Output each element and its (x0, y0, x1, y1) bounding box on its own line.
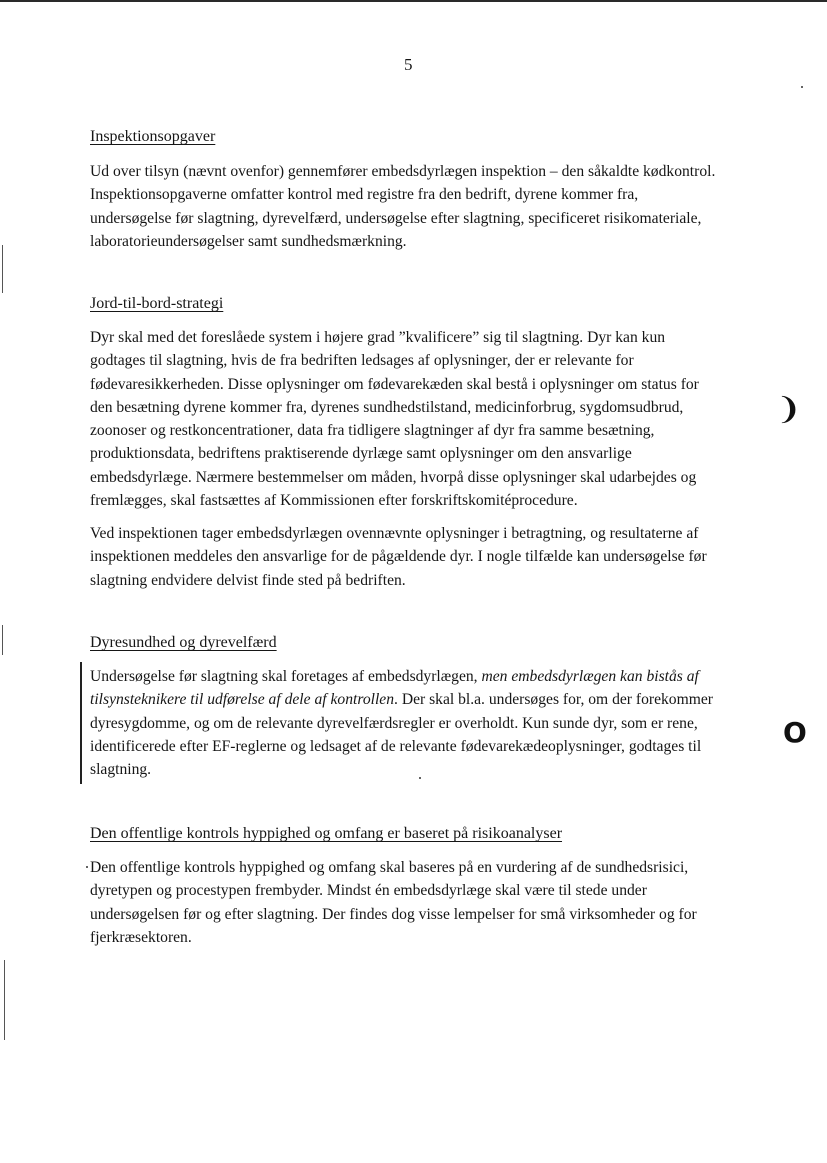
section-paragraph: Dyr skal med det foreslåede system i højere grad ”kvalificere” sig til slagtning. Dyr kan kun godtages til slagtning, hvis de fra bedriften ledsages af oplysninger, der er relevante for fødevaresikkerheden. Disse oplysninger om fødevarekæden skal bestå i oplysninger om status for den besætning dyrene kommer fra, dyrenes sundhedstilstand, medicinforbrug, sygdomsudbrud, zoonoser og restkoncentrationer, data fra tidligere slagtninger af dyr fra samme besætning, produktionsdata, bedriftens praktiserende dyrlæge samt oplysninger om den ansvarlige embedsdyrlæge. Nærmere bestemmelser om måden, hvorpå disse oplysninger skal udarbejdes og fremlægges, skal fastsættes af Kommissionen efter forskriftskomitéprocedure. (90, 329, 699, 510)
revision-margin-bar (80, 662, 82, 784)
section-heading-risikoanalyser: Den offentlige kontrols hyppighed og omfang er baseret på risikoanalyser (90, 825, 563, 842)
scan-speck (419, 777, 421, 779)
page-number: 5 (404, 55, 413, 74)
scan-speck (801, 86, 803, 88)
section-paragraph: Den offentlige kontrols hyppighed og omfang skal baseres på en vurdering af de sundhedsrisici, dyretypen og procestypen frembyder. Mindst én embedsdyrlæge skal være til stede under undersøgelsen før og efter slagtning. Der findes dog visse lempelser for små virksomheder og for fjerkræsektoren. (90, 859, 697, 946)
paragraph-italic-text: men embedsdyrlægen kan bistås af tilsynsteknikere til udførelse af dele af kontrollen (90, 668, 699, 709)
section-paragraph-mixed (90, 665, 722, 781)
section-heading-jord-til-bord: Jord-til-bord-strategi (90, 295, 224, 312)
section-heading-dyresundhed: Dyresundhed og dyrevelfærd (90, 634, 277, 651)
scan-edge-mark (2, 245, 3, 293)
scan-speck (86, 866, 88, 868)
section-paragraph: Ud over tilsyn (nævnt ovenfor) gennemfører embedsdyrlægen inspektion – den såkaldte kødkontrol. Inspektionsopgaverne omfatter kontrol med registre fra den bedrift, dyrene kommer fra, undersøgelse før slagtning, dyrevelfærd, undersøgelse efter slagtning, specificeret risikomateriale, laboratorieundersøgelser samt sundhedsmærkning. (90, 163, 716, 250)
margin-punch-mark-icon: ❩ (776, 392, 802, 427)
margin-hole-mark-icon: O (783, 716, 807, 749)
section-heading-inspektionsopgaver: Inspektionsopgaver (90, 128, 216, 145)
section-paragraph: Ved inspektionen tager embedsdyrlægen ovennævnte oplysninger i betragtning, og resultaterne af inspektionen meddeles den ansvarlige for de pågældende dyr. I nogle tilfælde kan undersøgelse før slagtning endvidere delvist finde sted på bedriften. (90, 525, 707, 589)
scan-edge-mark (2, 625, 3, 655)
scan-top-border (0, 0, 827, 2)
paragraph-text: Undersøgelse før slagtning skal foretages af embedsdyrlægen, (90, 668, 482, 685)
scan-edge-mark (4, 960, 5, 1040)
paragraph-text: . Der skal bl.a. undersøges for, om der forekommer dyresygdomme, og om de relevante dyrevelfærdsregler er overholdt. Kun sunde dyr, som er rene, identificerede efter EF-reglerne og ledsaget af de relevante fødevarekædeoplysninger, godtages til slagtning. (90, 691, 713, 779)
